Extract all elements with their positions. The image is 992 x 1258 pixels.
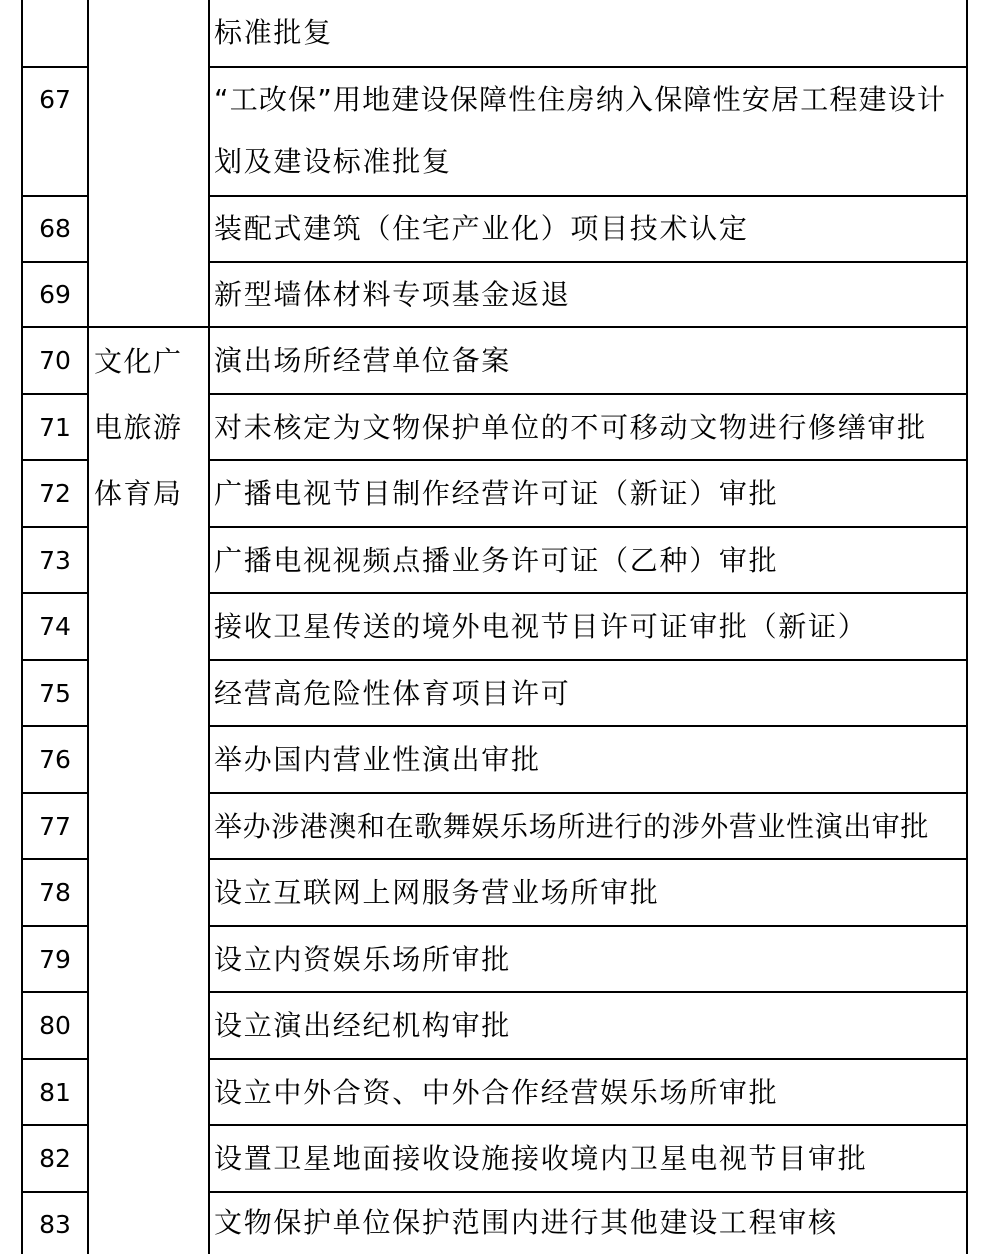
item-cell: 经营高危险性体育项目许可	[214, 677, 571, 710]
row-number: 81	[39, 1078, 71, 1107]
row-number: 74	[39, 612, 71, 641]
item-cell: 举办国内营业性演出审批	[214, 743, 541, 776]
department-cell	[94, 329, 206, 527]
item-cell: 设立中外合资、中外合作经营娱乐场所审批	[214, 1076, 779, 1109]
item-cell: 对未核定为文物保护单位的不可移动文物进行修缮审批	[214, 411, 927, 444]
item-cell: 举办涉港澳和在歌舞娱乐场所进行的涉外营业性演出审批	[214, 810, 930, 843]
row-number: 77	[39, 812, 71, 841]
department-line: 文化广	[94, 345, 183, 378]
row-number: 73	[39, 546, 71, 575]
item-cell: 广播电视视频点播业务许可证（乙种）审批	[214, 544, 779, 577]
department-line: 电旅游	[94, 411, 183, 444]
row-number: 76	[39, 745, 71, 774]
table-border-right	[966, 0, 968, 1254]
row-number: 67	[39, 85, 71, 114]
row-number: 69	[39, 280, 71, 309]
item-cell: 装配式建筑（住宅产业化）项目技术认定	[214, 212, 749, 245]
row-number: 83	[39, 1210, 71, 1239]
item-cell: 设置卫星地面接收设施接收境内卫星电视节目审批	[214, 1142, 868, 1175]
row-number: 79	[39, 945, 71, 974]
item-cell: 设立互联网上网服务营业场所审批	[214, 876, 660, 909]
row-number: 78	[39, 878, 71, 907]
item-cell: 新型墙体材料专项基金返退	[214, 278, 571, 311]
item-cell-line-1: “工改保”用地建设保障性住房纳入保障性安居工程建设计	[214, 83, 947, 116]
department-line: 体育局	[94, 477, 183, 510]
item-cell: 设立演出经纪机构审批	[214, 1009, 512, 1042]
table-divider-num-dept	[87, 0, 89, 1254]
row-number: 72	[39, 479, 71, 508]
table-divider-dept-item	[208, 0, 210, 1254]
row-number: 71	[39, 413, 71, 442]
item-cell: 接收卫星传送的境外电视节目许可证审批（新证）	[214, 610, 868, 643]
item-cell: 文物保护单位保护范围内进行其他建设工程审核	[214, 1206, 838, 1239]
item-cell: 演出场所经营单位备案	[214, 344, 512, 377]
item-cell: 标准批复	[214, 16, 333, 49]
row-number: 82	[39, 1144, 71, 1173]
item-cell: 广播电视节目制作经营许可证（新证）审批	[214, 477, 779, 510]
row-number: 80	[39, 1011, 71, 1040]
item-cell-line-2: 划及建设标准批复	[214, 145, 452, 178]
row-number: 68	[39, 214, 71, 243]
row-number: 75	[39, 679, 71, 708]
row-number: 70	[39, 346, 71, 375]
item-cell: 设立内资娱乐场所审批	[214, 943, 512, 976]
